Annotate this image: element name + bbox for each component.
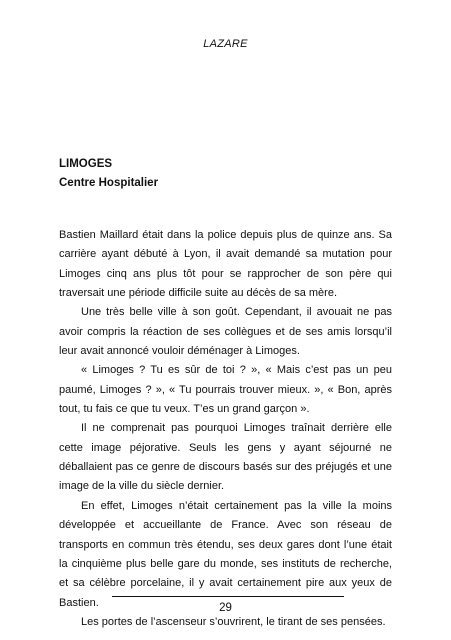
footer-rule xyxy=(112,596,344,597)
section-heading xyxy=(59,155,158,193)
paragraph: Les portes de l’ascenseur s’ouvrirent, le tirant de ses pensées. xyxy=(81,615,386,628)
paragraph: Bastien Maillard était dans la police depuis plus de quinze ans. Sa carrière ayant débuté à Lyon, il avait demandé sa mutation pour Limoges cinq ans plus tôt pour se rapprocher de son père qui traversait une période difficile suite au décès de sa mère. xyxy=(59,229,392,300)
body-text xyxy=(59,226,392,632)
section-city: LIMOGES xyxy=(59,158,113,170)
page-number: 29 xyxy=(219,602,232,614)
paragraph: « Limoges ? Tu es sûr de toi ? », « Mais c’est pas un peu paumé, Limoges ? », « Tu pourrais trouver mieux. », « Bon, après tout, tu fais ce que tu veux. T’es un grand garçon ». xyxy=(59,364,392,416)
paragraph: Il ne comprenait pas pourquoi Limoges traînait derrière elle cette image péjorative. Seuls les gens y ayant séjourné ne déballaient pas ce genre de discours basés sur des préjugés et une image de la ville du siècle dernier. xyxy=(59,422,392,493)
paragraph: Une très belle ville à son goût. Cependant, il avouait ne pas avoir compris la réaction de ses collègues et de ses amis lorsqu’il leur avait annoncé vouloir déménager à Limoges. xyxy=(59,306,392,358)
running-header: LAZARE xyxy=(203,38,248,50)
section-place: Centre Hospitalier xyxy=(59,177,159,189)
paragraph: En effet, Limoges n’était certainement pas la ville la moins développée et accueillante de France. Avec son réseau de transports en commun très étendu, ses deux gares dont l’une était la cinquième plus belle gare du monde, ses instituts de recherche, et sa célèbre porcelaine, il y avait certainement pire aux yeux de Bastien. xyxy=(59,499,392,609)
